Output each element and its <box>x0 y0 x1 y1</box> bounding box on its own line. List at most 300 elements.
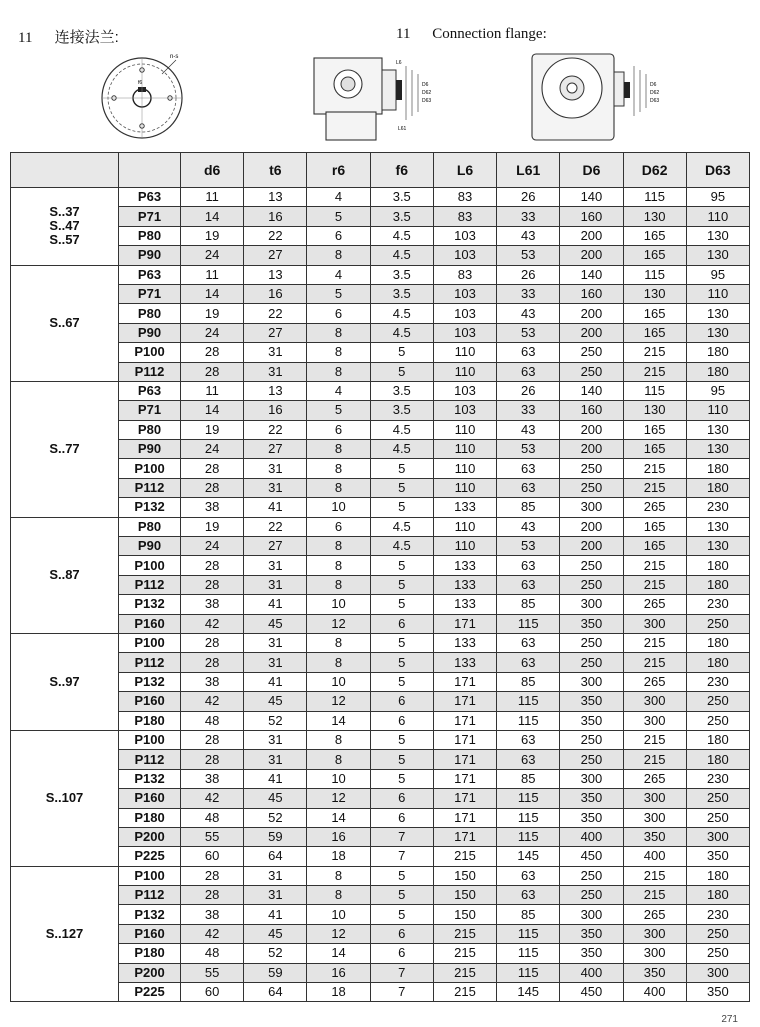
value-cell: 180 <box>686 459 749 478</box>
value-cell: 215 <box>623 886 686 905</box>
value-cell: 110 <box>433 517 496 536</box>
value-cell: 13 <box>244 188 307 207</box>
flange-type-cell: P80 <box>119 304 181 323</box>
value-cell: 160 <box>560 207 623 226</box>
value-cell: 230 <box>686 769 749 788</box>
value-cell: 215 <box>623 556 686 575</box>
value-cell: 3.5 <box>370 188 433 207</box>
value-cell: 130 <box>623 207 686 226</box>
table-row <box>11 769 750 788</box>
value-cell: 8 <box>307 575 370 594</box>
series-cell: S..67 <box>11 265 119 381</box>
value-cell: 8 <box>307 730 370 749</box>
value-cell: 85 <box>497 672 560 691</box>
value-cell: 27 <box>244 246 307 265</box>
table-row <box>11 188 750 207</box>
value-cell: 28 <box>181 459 244 478</box>
value-cell: 3.5 <box>370 401 433 420</box>
series-cell: S..87 <box>11 517 119 633</box>
value-cell: 171 <box>433 789 496 808</box>
value-cell: 115 <box>497 924 560 943</box>
value-cell: 6 <box>370 711 433 730</box>
label-f6: f6 <box>138 80 143 86</box>
value-cell: 133 <box>433 633 496 652</box>
flange-type-cell: P63 <box>119 381 181 400</box>
value-cell: 250 <box>686 924 749 943</box>
value-cell: 38 <box>181 672 244 691</box>
table-row <box>11 614 750 633</box>
label-d63: D63 <box>422 98 432 104</box>
value-cell: 31 <box>244 653 307 672</box>
value-cell: 165 <box>623 517 686 536</box>
flange-type-cell: P112 <box>119 750 181 769</box>
value-cell: 215 <box>623 459 686 478</box>
flange-perspective-drawing <box>526 44 676 144</box>
value-cell: 31 <box>244 633 307 652</box>
value-cell: 8 <box>307 459 370 478</box>
value-cell: 110 <box>433 478 496 497</box>
value-cell: 5 <box>370 653 433 672</box>
value-cell: 6 <box>370 789 433 808</box>
value-cell: 95 <box>686 188 749 207</box>
value-cell: 5 <box>370 672 433 691</box>
value-cell: 12 <box>307 924 370 943</box>
value-cell: 3.5 <box>370 381 433 400</box>
value-cell: 171 <box>433 769 496 788</box>
value-cell: 60 <box>181 847 244 866</box>
value-cell: 165 <box>623 440 686 459</box>
value-cell: 28 <box>181 362 244 381</box>
flange-type-cell: P132 <box>119 595 181 614</box>
value-cell: 171 <box>433 750 496 769</box>
value-cell: 28 <box>181 633 244 652</box>
value-cell: 63 <box>497 556 560 575</box>
value-cell: 115 <box>623 265 686 284</box>
value-cell: 8 <box>307 537 370 556</box>
value-cell: 250 <box>686 808 749 827</box>
flange-type-cell: P132 <box>119 498 181 517</box>
value-cell: 5 <box>370 343 433 362</box>
value-cell: 200 <box>560 440 623 459</box>
value-cell: 215 <box>623 653 686 672</box>
value-cell: 14 <box>181 207 244 226</box>
value-cell: 12 <box>307 692 370 711</box>
value-cell: 7 <box>370 983 433 1002</box>
value-cell: 215 <box>623 750 686 769</box>
value-cell: 140 <box>560 381 623 400</box>
value-cell: 16 <box>244 284 307 303</box>
value-cell: 7 <box>370 963 433 982</box>
value-cell: 5 <box>370 750 433 769</box>
value-cell: 250 <box>686 614 749 633</box>
table-row <box>11 653 750 672</box>
value-cell: 7 <box>370 847 433 866</box>
value-cell: 12 <box>307 789 370 808</box>
value-cell: 43 <box>497 420 560 439</box>
value-cell: 171 <box>433 672 496 691</box>
table-row <box>11 226 750 245</box>
value-cell: 48 <box>181 808 244 827</box>
value-cell: 27 <box>244 323 307 342</box>
value-cell: 250 <box>560 459 623 478</box>
value-cell: 130 <box>686 517 749 536</box>
table-row <box>11 517 750 536</box>
value-cell: 115 <box>497 827 560 846</box>
value-cell: 165 <box>623 323 686 342</box>
flange-type-cell: P63 <box>119 188 181 207</box>
value-cell: 180 <box>686 730 749 749</box>
value-cell: 110 <box>686 401 749 420</box>
value-cell: 14 <box>307 711 370 730</box>
series-cell: S..97 <box>11 633 119 730</box>
label-d6: D6 <box>422 82 429 88</box>
label-d63-b: D63 <box>650 98 660 104</box>
value-cell: 8 <box>307 246 370 265</box>
value-cell: 250 <box>560 633 623 652</box>
value-cell: 180 <box>686 653 749 672</box>
value-cell: 55 <box>181 827 244 846</box>
value-cell: 31 <box>244 556 307 575</box>
value-cell: 103 <box>433 246 496 265</box>
value-cell: 24 <box>181 440 244 459</box>
value-cell: 31 <box>244 730 307 749</box>
value-cell: 180 <box>686 478 749 497</box>
value-cell: 5 <box>370 498 433 517</box>
value-cell: 110 <box>686 284 749 303</box>
value-cell: 53 <box>497 537 560 556</box>
value-cell: 130 <box>686 304 749 323</box>
value-cell: 22 <box>244 517 307 536</box>
table-header-row <box>11 153 750 188</box>
value-cell: 180 <box>686 886 749 905</box>
value-cell: 200 <box>560 323 623 342</box>
value-cell: 26 <box>497 265 560 284</box>
table-row <box>11 711 750 730</box>
flange-type-cell: P100 <box>119 633 181 652</box>
value-cell: 250 <box>560 556 623 575</box>
value-cell: 250 <box>560 866 623 885</box>
column-header <box>119 153 181 188</box>
value-cell: 22 <box>244 226 307 245</box>
table-row <box>11 905 750 924</box>
value-cell: 16 <box>307 963 370 982</box>
value-cell: 28 <box>181 750 244 769</box>
value-cell: 110 <box>433 420 496 439</box>
value-cell: 28 <box>181 653 244 672</box>
value-cell: 8 <box>307 478 370 497</box>
series-cell: S..37 S..47 S..57 <box>11 188 119 266</box>
value-cell: 4.5 <box>370 537 433 556</box>
table-row <box>11 362 750 381</box>
value-cell: 215 <box>433 924 496 943</box>
value-cell: 11 <box>181 381 244 400</box>
label-ns: n-s <box>170 54 179 60</box>
value-cell: 250 <box>686 944 749 963</box>
flange-type-cell: P180 <box>119 808 181 827</box>
value-cell: 171 <box>433 692 496 711</box>
value-cell: 64 <box>244 847 307 866</box>
section-heading-en <box>396 26 547 43</box>
value-cell: 31 <box>244 575 307 594</box>
value-cell: 63 <box>497 730 560 749</box>
flange-type-cell: P80 <box>119 226 181 245</box>
value-cell: 28 <box>181 478 244 497</box>
gearbox-side-view-drawing <box>302 44 452 144</box>
flange-type-cell: P225 <box>119 847 181 866</box>
value-cell: 41 <box>244 498 307 517</box>
value-cell: 180 <box>686 750 749 769</box>
value-cell: 130 <box>686 537 749 556</box>
value-cell: 3.5 <box>370 284 433 303</box>
value-cell: 48 <box>181 711 244 730</box>
value-cell: 300 <box>623 789 686 808</box>
value-cell: 115 <box>497 614 560 633</box>
column-header: t6 <box>244 153 307 188</box>
value-cell: 7 <box>370 827 433 846</box>
value-cell: 250 <box>560 575 623 594</box>
value-cell: 63 <box>497 633 560 652</box>
flange-type-cell: P63 <box>119 265 181 284</box>
value-cell: 19 <box>181 420 244 439</box>
value-cell: 63 <box>497 459 560 478</box>
value-cell: 300 <box>623 692 686 711</box>
value-cell: 8 <box>307 343 370 362</box>
value-cell: 5 <box>370 886 433 905</box>
value-cell: 165 <box>623 304 686 323</box>
value-cell: 43 <box>497 304 560 323</box>
value-cell: 3.5 <box>370 265 433 284</box>
value-cell: 8 <box>307 556 370 575</box>
value-cell: 59 <box>244 963 307 982</box>
value-cell: 31 <box>244 750 307 769</box>
label-d6-b: D6 <box>650 82 657 88</box>
value-cell: 180 <box>686 362 749 381</box>
value-cell: 180 <box>686 866 749 885</box>
value-cell: 53 <box>497 246 560 265</box>
value-cell: 55 <box>181 963 244 982</box>
value-cell: 31 <box>244 459 307 478</box>
value-cell: 41 <box>244 672 307 691</box>
value-cell: 42 <box>181 692 244 711</box>
value-cell: 28 <box>181 343 244 362</box>
value-cell: 265 <box>623 498 686 517</box>
value-cell: 48 <box>181 944 244 963</box>
value-cell: 350 <box>560 692 623 711</box>
value-cell: 5 <box>370 575 433 594</box>
value-cell: 5 <box>307 401 370 420</box>
value-cell: 171 <box>433 614 496 633</box>
value-cell: 53 <box>497 323 560 342</box>
value-cell: 171 <box>433 808 496 827</box>
value-cell: 5 <box>370 595 433 614</box>
flange-type-cell: P180 <box>119 944 181 963</box>
value-cell: 8 <box>307 750 370 769</box>
value-cell: 85 <box>497 905 560 924</box>
table-row <box>11 886 750 905</box>
value-cell: 19 <box>181 517 244 536</box>
value-cell: 110 <box>686 207 749 226</box>
value-cell: 5 <box>370 730 433 749</box>
value-cell: 14 <box>307 808 370 827</box>
value-cell: 103 <box>433 304 496 323</box>
table-row <box>11 401 750 420</box>
value-cell: 10 <box>307 672 370 691</box>
value-cell: 11 <box>181 265 244 284</box>
value-cell: 165 <box>623 420 686 439</box>
table-row <box>11 381 750 400</box>
value-cell: 130 <box>686 246 749 265</box>
value-cell: 4.5 <box>370 440 433 459</box>
value-cell: 350 <box>560 711 623 730</box>
value-cell: 53 <box>497 440 560 459</box>
value-cell: 24 <box>181 323 244 342</box>
value-cell: 450 <box>560 847 623 866</box>
value-cell: 145 <box>497 983 560 1002</box>
value-cell: 400 <box>560 827 623 846</box>
value-cell: 6 <box>307 304 370 323</box>
table-row <box>11 304 750 323</box>
value-cell: 14 <box>181 284 244 303</box>
value-cell: 133 <box>433 575 496 594</box>
value-cell: 42 <box>181 614 244 633</box>
value-cell: 24 <box>181 246 244 265</box>
value-cell: 230 <box>686 595 749 614</box>
page-number: 271 <box>721 1014 738 1025</box>
value-cell: 350 <box>560 614 623 633</box>
flange-type-cell: P100 <box>119 866 181 885</box>
value-cell: 31 <box>244 866 307 885</box>
value-cell: 215 <box>433 983 496 1002</box>
value-cell: 38 <box>181 595 244 614</box>
value-cell: 230 <box>686 498 749 517</box>
flange-type-cell: P112 <box>119 362 181 381</box>
value-cell: 28 <box>181 556 244 575</box>
value-cell: 265 <box>623 672 686 691</box>
value-cell: 250 <box>686 692 749 711</box>
value-cell: 200 <box>560 304 623 323</box>
value-cell: 450 <box>560 983 623 1002</box>
value-cell: 215 <box>623 633 686 652</box>
value-cell: 103 <box>433 381 496 400</box>
table-row <box>11 944 750 963</box>
value-cell: 41 <box>244 905 307 924</box>
section-title-en: Connection flange: <box>432 26 547 42</box>
value-cell: 250 <box>560 478 623 497</box>
flange-type-cell: P225 <box>119 983 181 1002</box>
value-cell: 200 <box>560 517 623 536</box>
value-cell: 6 <box>307 226 370 245</box>
value-cell: 5 <box>370 362 433 381</box>
value-cell: 230 <box>686 905 749 924</box>
value-cell: 5 <box>370 769 433 788</box>
value-cell: 250 <box>560 730 623 749</box>
value-cell: 38 <box>181 905 244 924</box>
value-cell: 14 <box>181 401 244 420</box>
value-cell: 265 <box>623 905 686 924</box>
value-cell: 350 <box>560 924 623 943</box>
value-cell: 180 <box>686 575 749 594</box>
value-cell: 400 <box>623 847 686 866</box>
value-cell: 110 <box>433 343 496 362</box>
value-cell: 6 <box>307 420 370 439</box>
value-cell: 5 <box>307 207 370 226</box>
value-cell: 350 <box>623 827 686 846</box>
value-cell: 215 <box>433 944 496 963</box>
table-row <box>11 343 750 362</box>
value-cell: 140 <box>560 265 623 284</box>
value-cell: 4.5 <box>370 246 433 265</box>
flange-type-cell: P160 <box>119 789 181 808</box>
table-row <box>11 440 750 459</box>
table-row <box>11 827 750 846</box>
value-cell: 8 <box>307 866 370 885</box>
column-header: D6 <box>560 153 623 188</box>
label-l6: L6 <box>396 60 402 66</box>
value-cell: 110 <box>433 362 496 381</box>
value-cell: 6 <box>370 808 433 827</box>
value-cell: 215 <box>623 343 686 362</box>
value-cell: 5 <box>370 866 433 885</box>
value-cell: 115 <box>497 692 560 711</box>
flange-type-cell: P80 <box>119 420 181 439</box>
flange-type-cell: P132 <box>119 905 181 924</box>
value-cell: 4.5 <box>370 226 433 245</box>
value-cell: 140 <box>560 188 623 207</box>
flange-type-cell: P112 <box>119 886 181 905</box>
value-cell: 63 <box>497 343 560 362</box>
value-cell: 28 <box>181 575 244 594</box>
value-cell: 63 <box>497 866 560 885</box>
series-cell: S..107 <box>11 730 119 866</box>
value-cell: 5 <box>370 478 433 497</box>
flange-dimension-table <box>10 152 750 1002</box>
value-cell: 171 <box>433 730 496 749</box>
table-row <box>11 692 750 711</box>
value-cell: 4 <box>307 381 370 400</box>
value-cell: 350 <box>560 808 623 827</box>
flange-type-cell: P160 <box>119 614 181 633</box>
value-cell: 26 <box>497 188 560 207</box>
value-cell: 10 <box>307 905 370 924</box>
section-number-en: 11 <box>396 26 411 42</box>
value-cell: 8 <box>307 440 370 459</box>
table-row <box>11 808 750 827</box>
table-row <box>11 633 750 652</box>
value-cell: 350 <box>686 847 749 866</box>
flange-type-cell: P80 <box>119 517 181 536</box>
flange-type-cell: P112 <box>119 653 181 672</box>
value-cell: 52 <box>244 944 307 963</box>
table-row <box>11 866 750 885</box>
value-cell: 300 <box>560 905 623 924</box>
value-cell: 200 <box>560 226 623 245</box>
flange-type-cell: P71 <box>119 284 181 303</box>
table-row <box>11 498 750 517</box>
value-cell: 8 <box>307 362 370 381</box>
value-cell: 45 <box>244 789 307 808</box>
value-cell: 4 <box>307 265 370 284</box>
value-cell: 10 <box>307 595 370 614</box>
value-cell: 38 <box>181 769 244 788</box>
value-cell: 250 <box>686 711 749 730</box>
value-cell: 180 <box>686 633 749 652</box>
value-cell: 19 <box>181 226 244 245</box>
table-row <box>11 730 750 749</box>
value-cell: 130 <box>623 284 686 303</box>
value-cell: 230 <box>686 672 749 691</box>
value-cell: 215 <box>433 963 496 982</box>
value-cell: 28 <box>181 730 244 749</box>
